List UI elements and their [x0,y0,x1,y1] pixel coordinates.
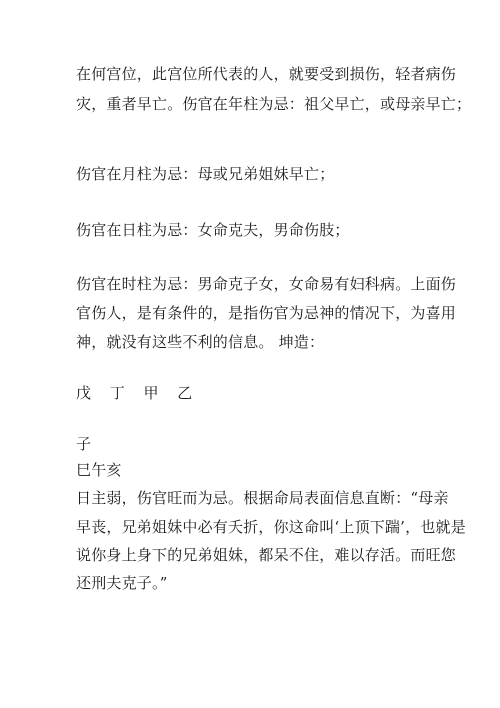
paragraph-5-line-1: 日主弱，伤官旺而为忌。根据命局表面信息直断：“母亲 [76,489,449,507]
paragraph-5-line-3: 说你身上身下的兄弟姐妹，都呆不住，难以存活。而旺您 [76,546,457,564]
paragraph-4-line-2: 官伤人，是有条件的，是指伤官为忌神的情况下，为喜用 [76,304,457,322]
paragraph-2: 伤官在月柱为忌：母或兄弟姐妹早亡； [76,165,335,183]
paragraph-1-line-1: 在何宫位，此宫位所代表的人，就要受到损伤，轻者病伤 [76,65,457,83]
paragraph-5-line-4: 还刑夫克子。” [76,574,168,592]
paragraph-1-line-2: 灾，重者早亡。伤官在年柱为忌：祖父早亡，或母亲早亡； [76,95,472,113]
bazi-stems: 戊 丁 甲 乙 [76,384,200,402]
bazi-branch-2: 巳午亥 [76,461,122,479]
bazi-branch-1: 子 [76,435,92,453]
paragraph-4-line-1: 伤官在时柱为忌：男命克子女，女命易有妇科病。上面伤 [76,275,457,293]
paragraph-5-line-2: 早丧，兄弟姐妹中必有夭折，你这命叫‘上顶下踹’，也就是 [76,518,466,536]
paragraph-3: 伤官在日柱为忌：女命克夫，男命伤肢； [76,221,350,239]
paragraph-4-line-3: 神，就没有这些不利的信息。 坤造： [76,333,325,351]
